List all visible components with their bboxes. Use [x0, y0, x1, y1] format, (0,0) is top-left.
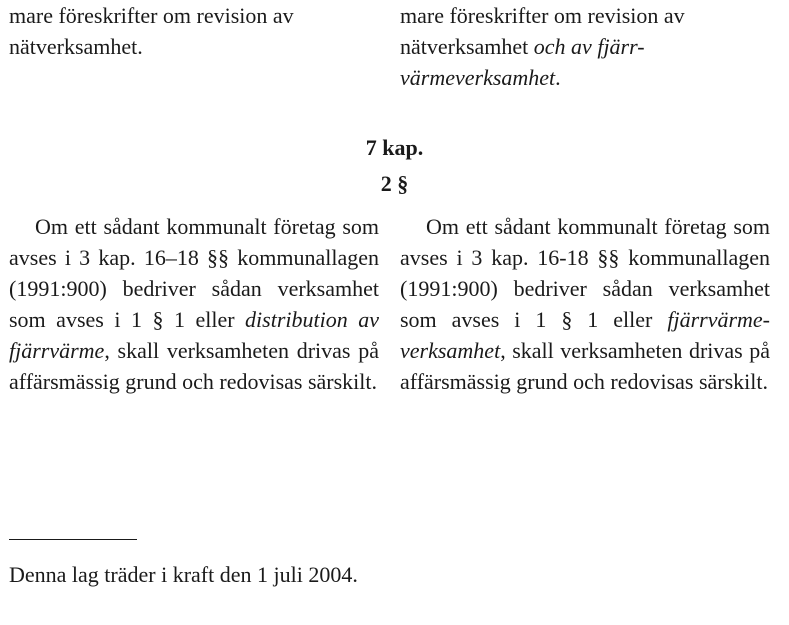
- top-right-text: [400, 0, 770, 93]
- top-right-line-3-italic: värmeverksamhet: [400, 65, 556, 90]
- top-left-text: [9, 0, 379, 62]
- right-paragraph-column: [400, 211, 770, 397]
- top-right-line-2: [400, 31, 770, 62]
- left-paragraph-column: [9, 211, 379, 397]
- left-paragraph-text-1: Om ett sådant kommunalt företag som avses i 3 kap. 16–18 §§ kommunallagen (1991:900) bedriver sådan verksamhet som avses i 1 § 1 eller: [9, 214, 379, 332]
- top-left-line-1: mare föreskrifter om revision av: [9, 3, 294, 28]
- chapter-heading: 7 kap.: [365, 135, 424, 160]
- right-paragraph-text-2: , skall verksamheten drivas på affärsmässig grund och redovisas särskilt.: [400, 338, 770, 394]
- top-right-line-1: mare föreskrifter om revision av: [400, 3, 685, 28]
- top-right-line-2-plain: nätverksamhet: [400, 34, 534, 59]
- left-paragraph: [9, 211, 379, 397]
- top-right-line-2-italic: och av fjärr-: [533, 34, 645, 59]
- top-right-line-3: [400, 62, 770, 93]
- right-paragraph: [400, 211, 770, 397]
- left-paragraph-italic: distribution av fjärrvärme: [9, 307, 379, 363]
- left-paragraph-text-2: , skall verksamheten drivas på affärsmässig grund och redovisas särskilt.: [9, 338, 379, 394]
- footnote-text: Denna lag träder i kraft den 1 juli 2004.: [9, 562, 358, 587]
- right-paragraph-text-1: Om ett sådant kommunalt företag som avses i 3 kap. 16-18 §§ kommunallagen (1991:900) bedriver sådan verksamhet som avses i 1 § 1 eller: [400, 214, 770, 332]
- right-paragraph-italic: fjärrvärme-verksamhet: [400, 307, 770, 363]
- footnote-divider: [9, 539, 137, 540]
- top-left-line-2: nätverksamhet.: [9, 34, 143, 59]
- top-right-line-3-plain: .: [555, 65, 561, 90]
- section-heading: 2 §: [380, 171, 409, 196]
